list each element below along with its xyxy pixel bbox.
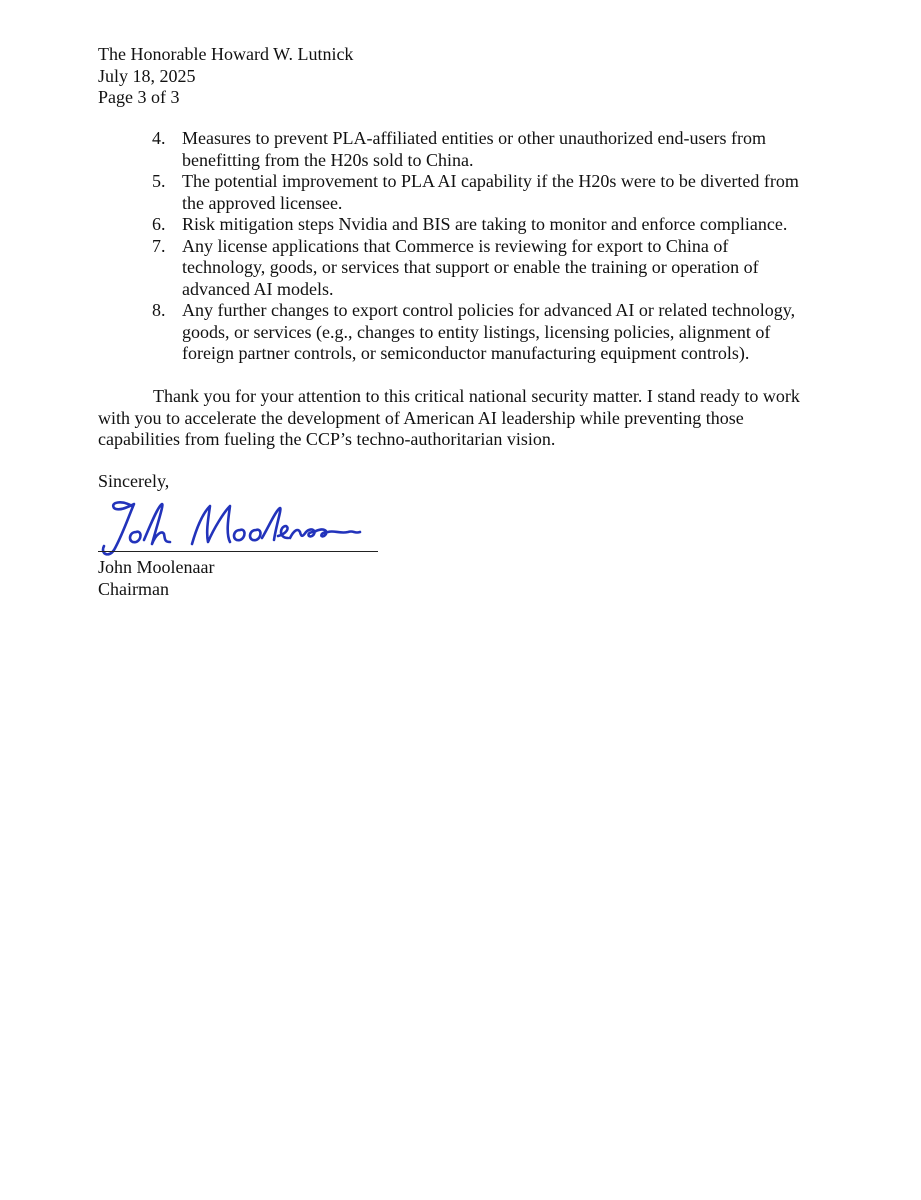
list-item-number: 4. <box>152 128 166 148</box>
signature-line <box>98 551 378 552</box>
list-item-text-line: Any license applications that Commerce is reviewing for export to China of <box>182 235 729 256</box>
list-item-number: 7. <box>152 235 166 256</box>
list-item-number: 6. <box>152 214 166 234</box>
letter-header <box>98 44 838 109</box>
handwritten-signature <box>92 492 382 558</box>
signer-name: John Moolenaar <box>98 557 215 577</box>
signer-title: Chairman <box>98 578 169 599</box>
closing-paragraph <box>98 386 828 451</box>
list-item-text-line: goods, or services (e.g., changes to entity listings, licensing policies, alignment of <box>182 321 771 342</box>
request-list <box>152 128 842 365</box>
list-item <box>152 171 842 214</box>
valediction: Sincerely, <box>98 471 170 491</box>
signer-block <box>98 557 214 600</box>
list-item-text-line: technology, goods, or services that support or enable the training or operation of <box>182 257 759 277</box>
page-number-line: Page 3 of 3 <box>98 87 180 107</box>
closing-text-line: capabilities from fueling the CCP’s techno-authoritarian vision. <box>98 429 556 449</box>
list-item-text-line: the approved licensee. <box>182 192 343 213</box>
date-line: July 18, 2025 <box>98 65 196 86</box>
list-item <box>152 128 842 171</box>
recipient-line: The Honorable Howard W. Lutnick <box>98 44 354 64</box>
list-item <box>152 214 842 236</box>
list-item-text-line: Any further changes to export control policies for advanced AI or related technology, <box>182 300 796 320</box>
list-item-text-line: Risk mitigation steps Nvidia and BIS are taking to monitor and enforce compliance. <box>182 214 788 234</box>
closing-text-line: Thank you for your attention to this critical national security matter. I stand ready to work <box>153 386 800 406</box>
list-item <box>152 300 842 365</box>
list-item-text-line: foreign partner controls, or semiconductor manufacturing equipment controls). <box>182 343 750 363</box>
closing-text-line: with you to accelerate the development of American AI leadership while preventing those <box>98 407 744 428</box>
list-item-text-line: advanced AI models. <box>182 278 334 299</box>
list-item-text-line: Measures to prevent PLA-affiliated entities or other unauthorized end-users from <box>182 128 766 148</box>
list-item-number: 8. <box>152 300 166 320</box>
list-item-text-line: benefitting from the H20s sold to China. <box>182 149 474 170</box>
list-item-number: 5. <box>152 171 166 191</box>
list-item <box>152 236 842 301</box>
signature-strokes <box>103 502 360 554</box>
list-item-text-line: The potential improvement to PLA AI capability if the H20s were to be diverted from <box>182 171 799 191</box>
